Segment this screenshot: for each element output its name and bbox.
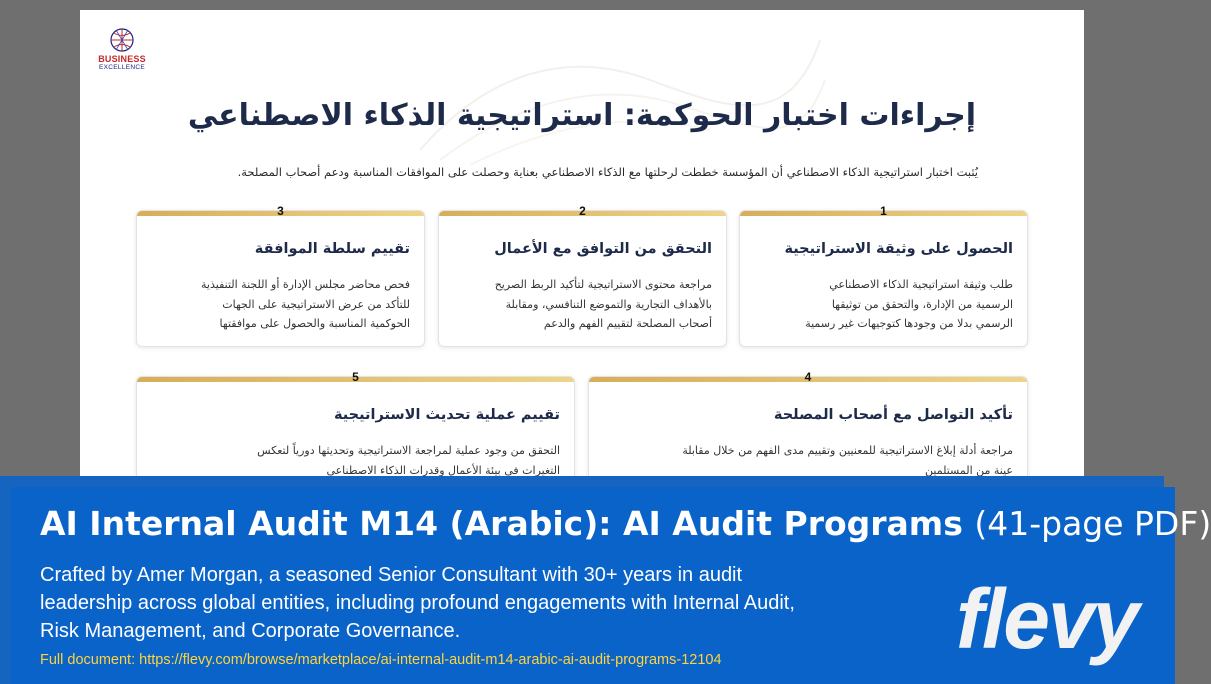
card-number: 4 — [804, 370, 812, 384]
card-body — [495, 275, 712, 334]
card-body-line: مراجعة أدلة إبلاغ الاستراتيجية للمعنيين وتقييم مدى الفهم من خلال مقابلة — [682, 444, 1013, 457]
flevy-logo[interactable]: flevy — [956, 572, 1138, 666]
document-title-main: AI Internal Audit M14 (Arabic): AI Audit Programs — [40, 504, 963, 543]
card-body-line: فحص محاضر مجلس الإدارة أو اللجنة التنفيذية — [201, 278, 410, 291]
card-title: التحقق من التوافق مع الأعمال — [494, 241, 712, 257]
card-body-line: عينة من المستلمين — [925, 463, 1013, 477]
card-body-line: الرسمي بدلا من وجودها كتوجيهات غير رسمية — [805, 317, 1013, 330]
card-title: تقييم سلطة الموافقة — [254, 241, 410, 257]
card-body — [682, 441, 1013, 480]
card-body-line: للتأكد من عرض الاستراتيجية على الجهات — [222, 297, 410, 311]
card-body-line: التحقق من وجود عملية لمراجعة الاستراتيجية وتحديثها دورياً لتعكس — [257, 444, 560, 457]
card-body-line: التغيرات في بيئة الأعمال وقدرات الذكاء الاصطناعي — [326, 463, 560, 477]
document-title — [40, 504, 1211, 543]
card-body-line: الحوكمية المناسبة والحصول على موافقتها — [219, 317, 410, 330]
page-count: (41-page PDF) — [974, 504, 1211, 543]
globe-icon — [107, 26, 137, 54]
card-body-line: أصحاب المصلحة لتقييم الفهم والدعم — [543, 317, 712, 330]
card-body-line: طلب وثيقة استراتيجية الذكاء الاصطناعي — [829, 278, 1013, 291]
logo-text-secondary: EXCELLENCE — [99, 64, 145, 71]
card-title: تأكيد التواصل مع أصحاب المصلحة — [773, 407, 1013, 423]
procedure-card-1 — [739, 204, 1028, 347]
procedure-card-2 — [438, 204, 727, 347]
card-title: الحصول على وثيقة الاستراتيجية — [784, 241, 1013, 257]
card-number: 3 — [277, 204, 284, 218]
decorative-pattern — [410, 10, 830, 170]
slide-subtitle: يُثبت اختبار استراتيجية الذكاء الاصطناعي أن المؤسسة خططت لرحلتها مع الذكاء الاصطناعي بعناية وحصلت على الموافقات المناسبة ودعم أصحاب المصلحة. — [237, 165, 978, 179]
document-link[interactable]: Full document: https://flevy.com/browse/marketplace/ai-internal-audit-m14-arabic-ai-audit-programs-12104 — [40, 652, 722, 668]
card-number: 1 — [880, 204, 887, 218]
document-description: Crafted by Amer Morgan, a seasoned Senior Consultant with 30+ years in audit leadership across global entities, including profound engagements with Internal Audit, Risk Management, and Corporate Governance. — [40, 564, 795, 642]
card-body-line: مراجعة محتوى الاستراتيجية لتأكيد الربط الصريح — [494, 278, 712, 291]
card-body-line: بالأهداف التجارية والتموضع التنافسي، ومقابلة — [505, 297, 712, 311]
card-title: تقييم عملية تحديث الاستراتيجية — [333, 407, 560, 423]
slide-preview — [80, 10, 1084, 480]
card-body — [805, 275, 1013, 334]
card-body-line: الرسمية من الإدارة، والتحقق من توثيقها — [831, 297, 1013, 311]
card-body — [201, 275, 410, 334]
logo-text-primary: BUSINESS — [98, 54, 146, 64]
card-number: 5 — [352, 370, 359, 384]
slide-title: إجراءات اختبار الحوكمة: استراتيجية الذكاء الاصطناعي — [187, 98, 976, 133]
card-number: 2 — [579, 204, 586, 218]
procedure-card-3 — [136, 204, 425, 347]
card-body — [257, 441, 560, 480]
business-excellence-logo — [92, 26, 152, 72]
